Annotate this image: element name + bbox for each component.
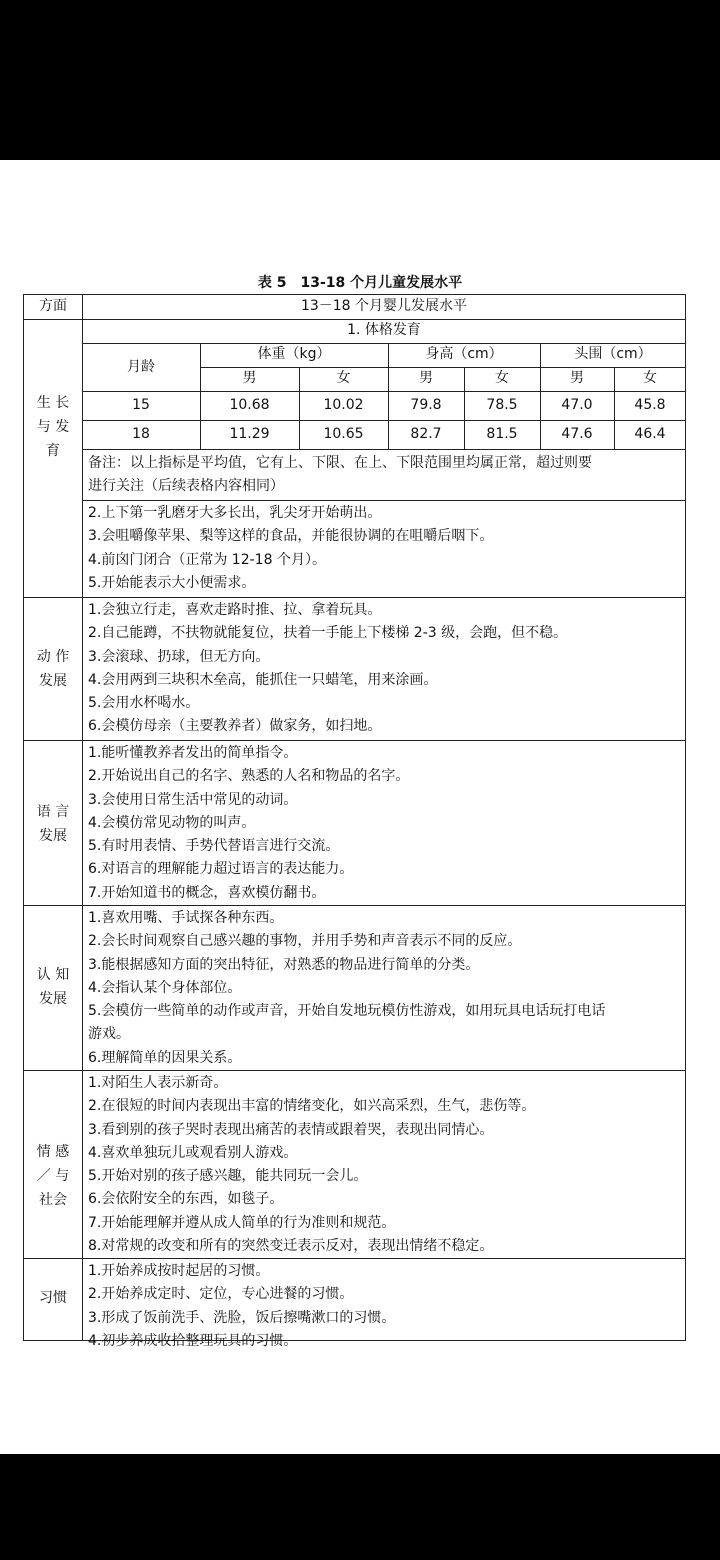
list-item: 3.会使用日常生活中常见的动词。: [88, 791, 298, 808]
list-item: 3.会滚球、扔球，但无方向。: [88, 648, 270, 665]
list-item: 2.在很短的时间内表现出丰富的情绪变化，如兴高采烈，生气，悲伤等。: [88, 1098, 536, 1115]
row-15-head-female: 45.8: [634, 397, 666, 413]
row-15-height-male: 79.8: [410, 397, 442, 413]
list-item: 2.上下第一乳磨牙大多长出，乳尖牙开始萌出。: [88, 505, 382, 521]
list-item: 6.会模仿母亲（主要教养者）做家务，如扫地。: [88, 718, 382, 735]
label-habits: 习惯: [39, 1290, 67, 1306]
label-language: 语 言 发展: [36, 804, 70, 844]
row-15-weight-male: 10.68: [229, 397, 270, 413]
list-item: 1.开始养成按时起居的习惯。: [88, 1263, 270, 1279]
header-level: 13－18 个月婴儿发展水平: [300, 298, 468, 314]
list-item: 3.形成了饭前洗手、洗脸，饭后擦嘴漱口的习惯。: [88, 1309, 396, 1326]
col-age: 月龄: [127, 359, 155, 375]
row-15-head-male: 47.0: [561, 397, 593, 413]
motor-items: [88, 599, 567, 739]
head-male: 男: [570, 370, 584, 386]
list-item: 5.会模仿一些简单的动作或声音，开始自发地玩模仿性游戏，如用玩具电话玩打电话: [88, 1003, 606, 1020]
list-item: 8.对常规的改变和所有的突然变迁表示反对，表现出情绪不稳定。: [88, 1238, 494, 1255]
col-weight: 体重（kg）: [257, 346, 331, 362]
list-item: 4.喜欢单独玩儿或观看别人游戏。: [88, 1144, 298, 1161]
height-female: 女: [495, 370, 509, 386]
list-item: 3.会咀嚼像苹果、梨等这样的食品，并能很协调的在咀嚼后咽下。: [88, 528, 494, 545]
list-item: 5.开始能表示大小便需求。: [88, 574, 256, 591]
list-item: 7.开始知道书的概念，喜欢模仿翻书。: [88, 884, 326, 901]
label-emotion: 情 感 ／ 与 社会: [36, 1144, 70, 1208]
height-male: 男: [419, 370, 433, 386]
row-18-head-male: 47.6: [561, 426, 593, 442]
list-item: 4.前囟门闭合（正常为 12-18 个月）。: [88, 551, 326, 568]
row-18-height-male: 82.7: [410, 426, 442, 442]
list-item: 5.有时用表情、手势代替语言进行交流。: [88, 838, 340, 855]
list-item: 2.开始养成定时、定位，专心进餐的习惯。: [88, 1286, 354, 1303]
list-item: 2.自己能蹲，不扶物就能复位，扶着一手能上下楼梯 2-3 级，会跑，但不稳。: [88, 625, 568, 642]
row-15-age: 15: [132, 397, 150, 413]
weight-female: 女: [336, 370, 351, 386]
section-title-physical: 1. 体格发育: [347, 322, 421, 338]
label-growth: 生 长 与 发 育: [36, 395, 70, 459]
table-title: 表 5 13-18 个月儿童发展水平: [257, 275, 463, 291]
list-item: 2.开始说出自己的名字、熟悉的人名和物品的名字。: [88, 768, 410, 785]
row-15-height-female: 78.5: [486, 397, 518, 413]
list-item: 2.会长时间观察自己感兴趣的事物，并用手势和声音表示不同的反应。: [88, 933, 522, 950]
list-item: 1.能听懂教养者发出的简单指令。: [88, 745, 298, 761]
head-female: 女: [643, 370, 657, 386]
growth-note: 备注：以上指标是平均值，它有上、下限、在上、下限范围里均属正常，超过则要 进行关注（后续表格内容相同）: [88, 455, 592, 494]
list-item: 4.会用两到三块积木垒高，能抓住一只蜡笔，用来涂画。: [88, 671, 438, 688]
habits-items: [88, 1260, 395, 1353]
list-item: 1.喜欢用嘴、手试探各种东西。: [88, 910, 284, 926]
col-height: 身高（cm）: [425, 346, 503, 362]
label-motor: 动 作 发展: [36, 649, 70, 689]
list-item: 3.能根据感知方面的突出特征，对熟悉的物品进行简单的分类。: [88, 956, 480, 973]
list-item: 游戏。: [88, 1026, 130, 1043]
row-18-height-female: 81.5: [486, 426, 518, 442]
list-item: 7.开始能理解并遵从成人简单的行为准则和规范。: [88, 1214, 396, 1231]
emotion-items: [88, 1072, 535, 1258]
label-cognition: 认 知 发展: [36, 967, 70, 1007]
weight-male: 男: [242, 370, 257, 386]
row-18-weight-female: 10.65: [323, 426, 364, 442]
document-page: [0, 160, 720, 1454]
row-18-head-female: 46.4: [634, 426, 666, 442]
list-item: 5.开始对别的孩子感兴趣，能共同玩一会儿。: [88, 1168, 368, 1185]
list-item: 6.会依附安全的东西，如毯子。: [88, 1191, 284, 1208]
list-item: 6.理解简单的因果关系。: [88, 1049, 242, 1066]
development-table: [23, 294, 686, 1349]
language-items: [88, 742, 409, 905]
list-item: 4.初步养成收拾整理玩具的习惯。: [88, 1332, 298, 1349]
list-item: 3.看到别的孩子哭时表现出痛苦的表情或跟着哭，表现出同情心。: [88, 1121, 494, 1138]
list-item: 6.对语言的理解能力超过语言的表达能力。: [88, 861, 354, 878]
list-item: 5.会用水杯喝水。: [88, 695, 200, 712]
list-item: 1.会独立行走，喜欢走路时推、拉、拿着玩具。: [88, 602, 382, 618]
row-18-weight-male: 11.29: [229, 426, 270, 442]
list-item: 1.对陌生人表示新奇。: [88, 1075, 228, 1091]
list-item: 4.会指认某个身体部位。: [88, 979, 242, 996]
row-15-weight-female: 10.02: [323, 397, 364, 413]
cognition-items: [88, 907, 605, 1070]
row-18-age: 18: [132, 426, 150, 442]
list-item: 4.会模仿常见动物的叫声。: [88, 814, 256, 831]
header-aspect: 方面: [39, 298, 67, 314]
growth-items: [88, 502, 493, 595]
col-head: 头围（cm）: [574, 346, 652, 362]
